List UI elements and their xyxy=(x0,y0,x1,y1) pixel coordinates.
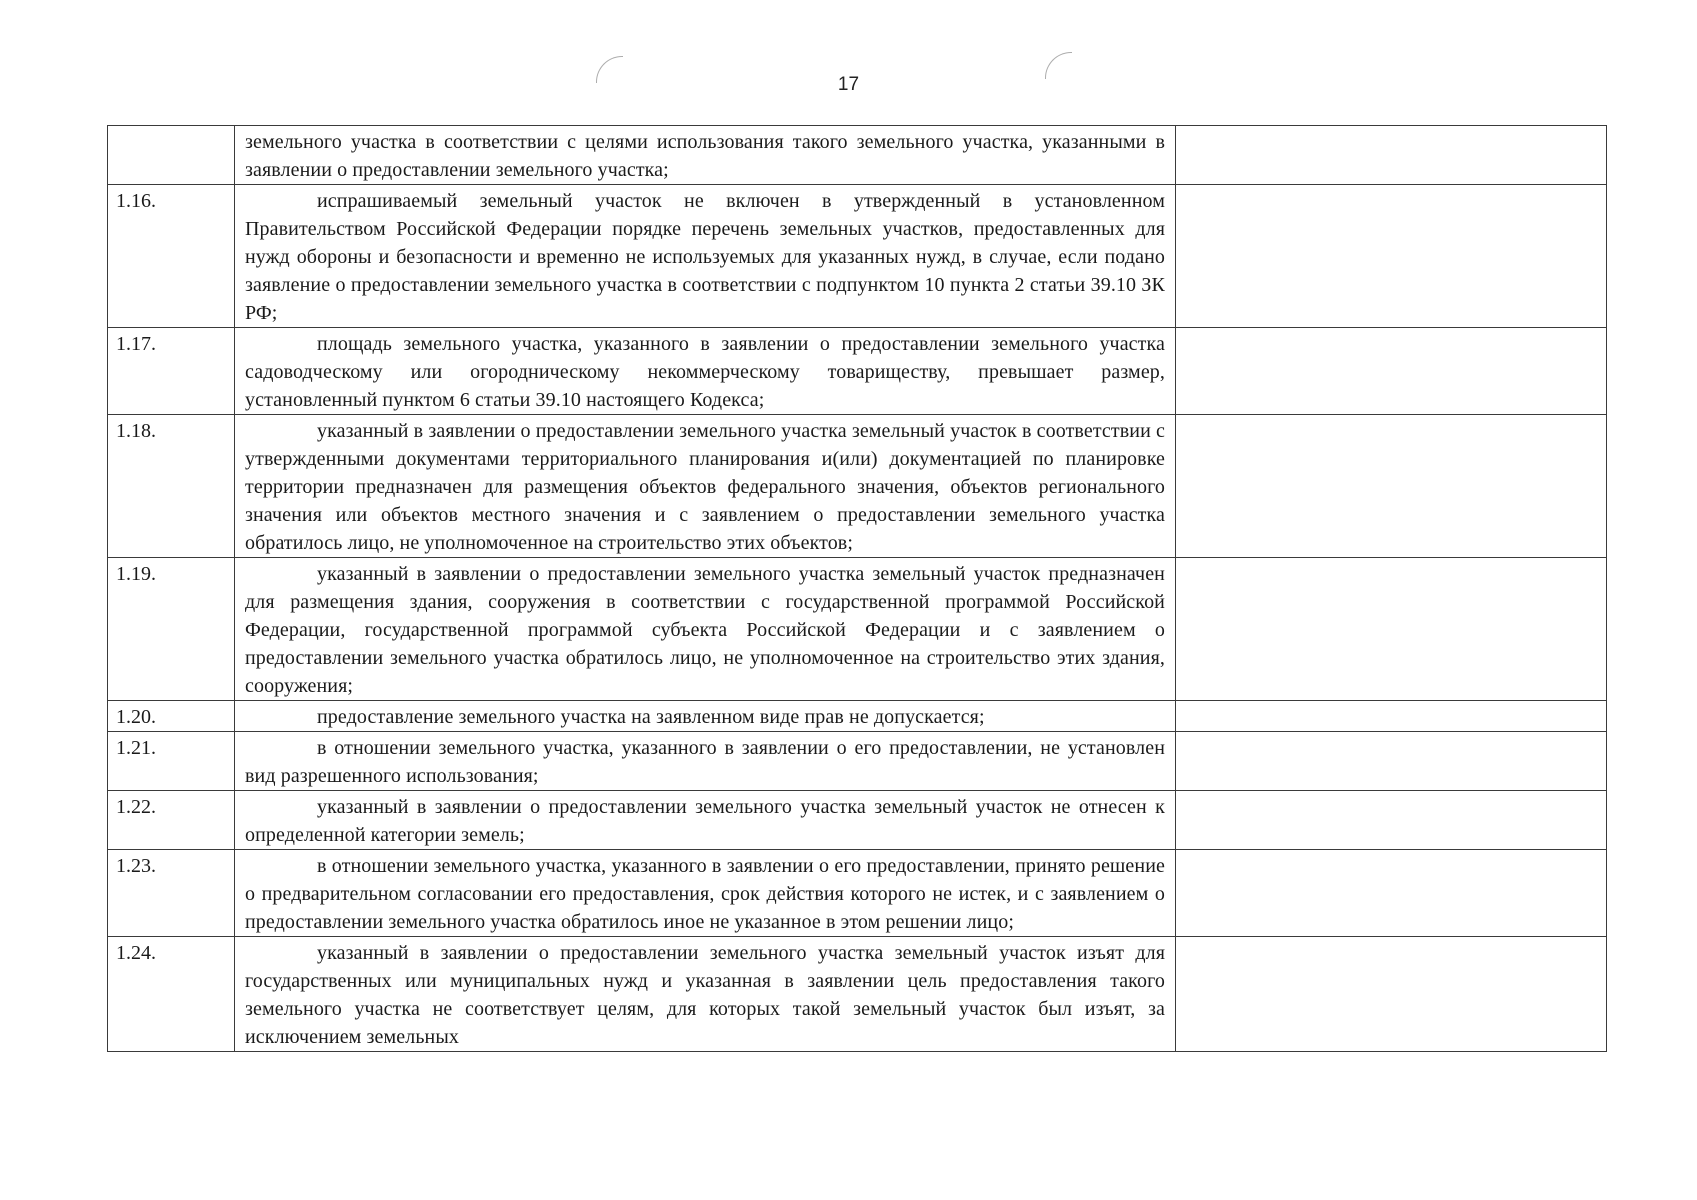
table-row xyxy=(108,791,1607,850)
row-text-cell xyxy=(235,328,1176,415)
row-text-cell xyxy=(235,732,1176,791)
grounds-table xyxy=(107,125,1607,1052)
row-number: 1.20. xyxy=(108,701,235,732)
row-text: указанный в заявлении о предоставлении земельного участка земельный участок изъят для государственных или муниципальных нужд и указанная в заявлении цель предоставления такого земельного участка не соответствует целям, для которых такой земельный участок был изъят, за исключением земельных xyxy=(245,942,1165,1048)
row-number: 1.22. xyxy=(108,791,235,850)
row-text-cell xyxy=(235,791,1176,850)
row-empty-cell xyxy=(1176,850,1607,937)
row-number: 1.24. xyxy=(108,937,235,1052)
table-row xyxy=(108,558,1607,701)
row-number: 1.19. xyxy=(108,558,235,701)
row-empty-cell xyxy=(1176,185,1607,328)
row-text: площадь земельного участка, указанного в заявлении о предоставлении земельного участка садоводческому или огородническому некоммерческому товариществу, превышает размер, установленный пунктом 6 статьи 39.10 настоящего Кодекса; xyxy=(245,333,1165,411)
table-row xyxy=(108,328,1607,415)
row-text: в отношении земельного участка, указанного в заявлении о его предоставлении, не установлен вид разрешенного использования; xyxy=(245,737,1165,787)
row-text: испрашиваемый земельный участок не включен в утвержденный в установленном Правительством Российской Федерации порядке перечень земельных участков, предоставленных для нужд обороны и безопасности и временно не используемых для указанных нужд, в случае, если подано заявление о предоставлении земельного участка в соответствии с подпунктом 10 пункта 2 статьи 39.10 ЗК РФ; xyxy=(245,190,1165,324)
row-text-cell xyxy=(235,185,1176,328)
row-number: 1.18. xyxy=(108,415,235,558)
row-text-cell xyxy=(235,701,1176,732)
row-text: указанный в заявлении о предоставлении земельного участка земельный участок в соответствии с утвержденными документами территориального планирования и(или) документацией по планировке территории предназначен для размещения объектов федерального значения, объектов регионального значения или объектов местного значения и с заявлением о предоставлении земельного участка обратилось лицо, не уполномоченное на строительство этих объектов; xyxy=(245,420,1165,554)
row-text: указанный в заявлении о предоставлении земельного участка земельный участок не отнесен к определенной категории земель; xyxy=(245,796,1165,846)
table-row xyxy=(108,701,1607,732)
row-empty-cell xyxy=(1176,558,1607,701)
table-body xyxy=(108,126,1607,1052)
row-number: 1.16. xyxy=(108,185,235,328)
table-row xyxy=(108,415,1607,558)
row-text: предоставление земельного участка на заявленном виде прав не допускается; xyxy=(317,706,985,728)
row-number: 1.23. xyxy=(108,850,235,937)
row-empty-cell xyxy=(1176,415,1607,558)
row-empty-cell xyxy=(1176,732,1607,791)
table-row xyxy=(108,126,1607,185)
page-number: 17 xyxy=(837,74,860,95)
row-text-cell xyxy=(235,558,1176,701)
row-text-cell xyxy=(235,937,1176,1052)
row-number: 1.17. xyxy=(108,328,235,415)
row-text: земельного участка в соответствии с целями использования такого земельного участка, указанными в заявлении о предоставлении земельного участка; xyxy=(245,131,1165,181)
row-number: 1.21. xyxy=(108,732,235,791)
table-row xyxy=(108,850,1607,937)
row-text: указанный в заявлении о предоставлении земельного участка земельный участок предназначен для размещения здания, сооружения в соответствии с государственной программой Российской Федерации, государственной программой субъекта Российской Федерации и с заявлением о предоставлении земельного участка обратилось лицо, не уполномоченное на строительство этих здания, сооружения; xyxy=(245,563,1165,697)
row-empty-cell xyxy=(1176,937,1607,1052)
row-text: в отношении земельного участка, указанного в заявлении о его предоставлении, принято решение о предварительном согласовании его предоставления, срок действия которого не истек, и с заявлением о предоставлении земельного участка обратилось иное не указанное в этом решении лицо; xyxy=(245,855,1165,933)
row-empty-cell xyxy=(1176,701,1607,732)
row-text-cell xyxy=(235,850,1176,937)
row-text-cell xyxy=(235,415,1176,558)
row-empty-cell xyxy=(1176,126,1607,185)
table-row xyxy=(108,732,1607,791)
row-empty-cell xyxy=(1176,791,1607,850)
row-empty-cell xyxy=(1176,328,1607,415)
row-number xyxy=(108,126,235,185)
row-text-cell xyxy=(235,126,1176,185)
table-row xyxy=(108,185,1607,328)
table-row xyxy=(108,937,1607,1052)
